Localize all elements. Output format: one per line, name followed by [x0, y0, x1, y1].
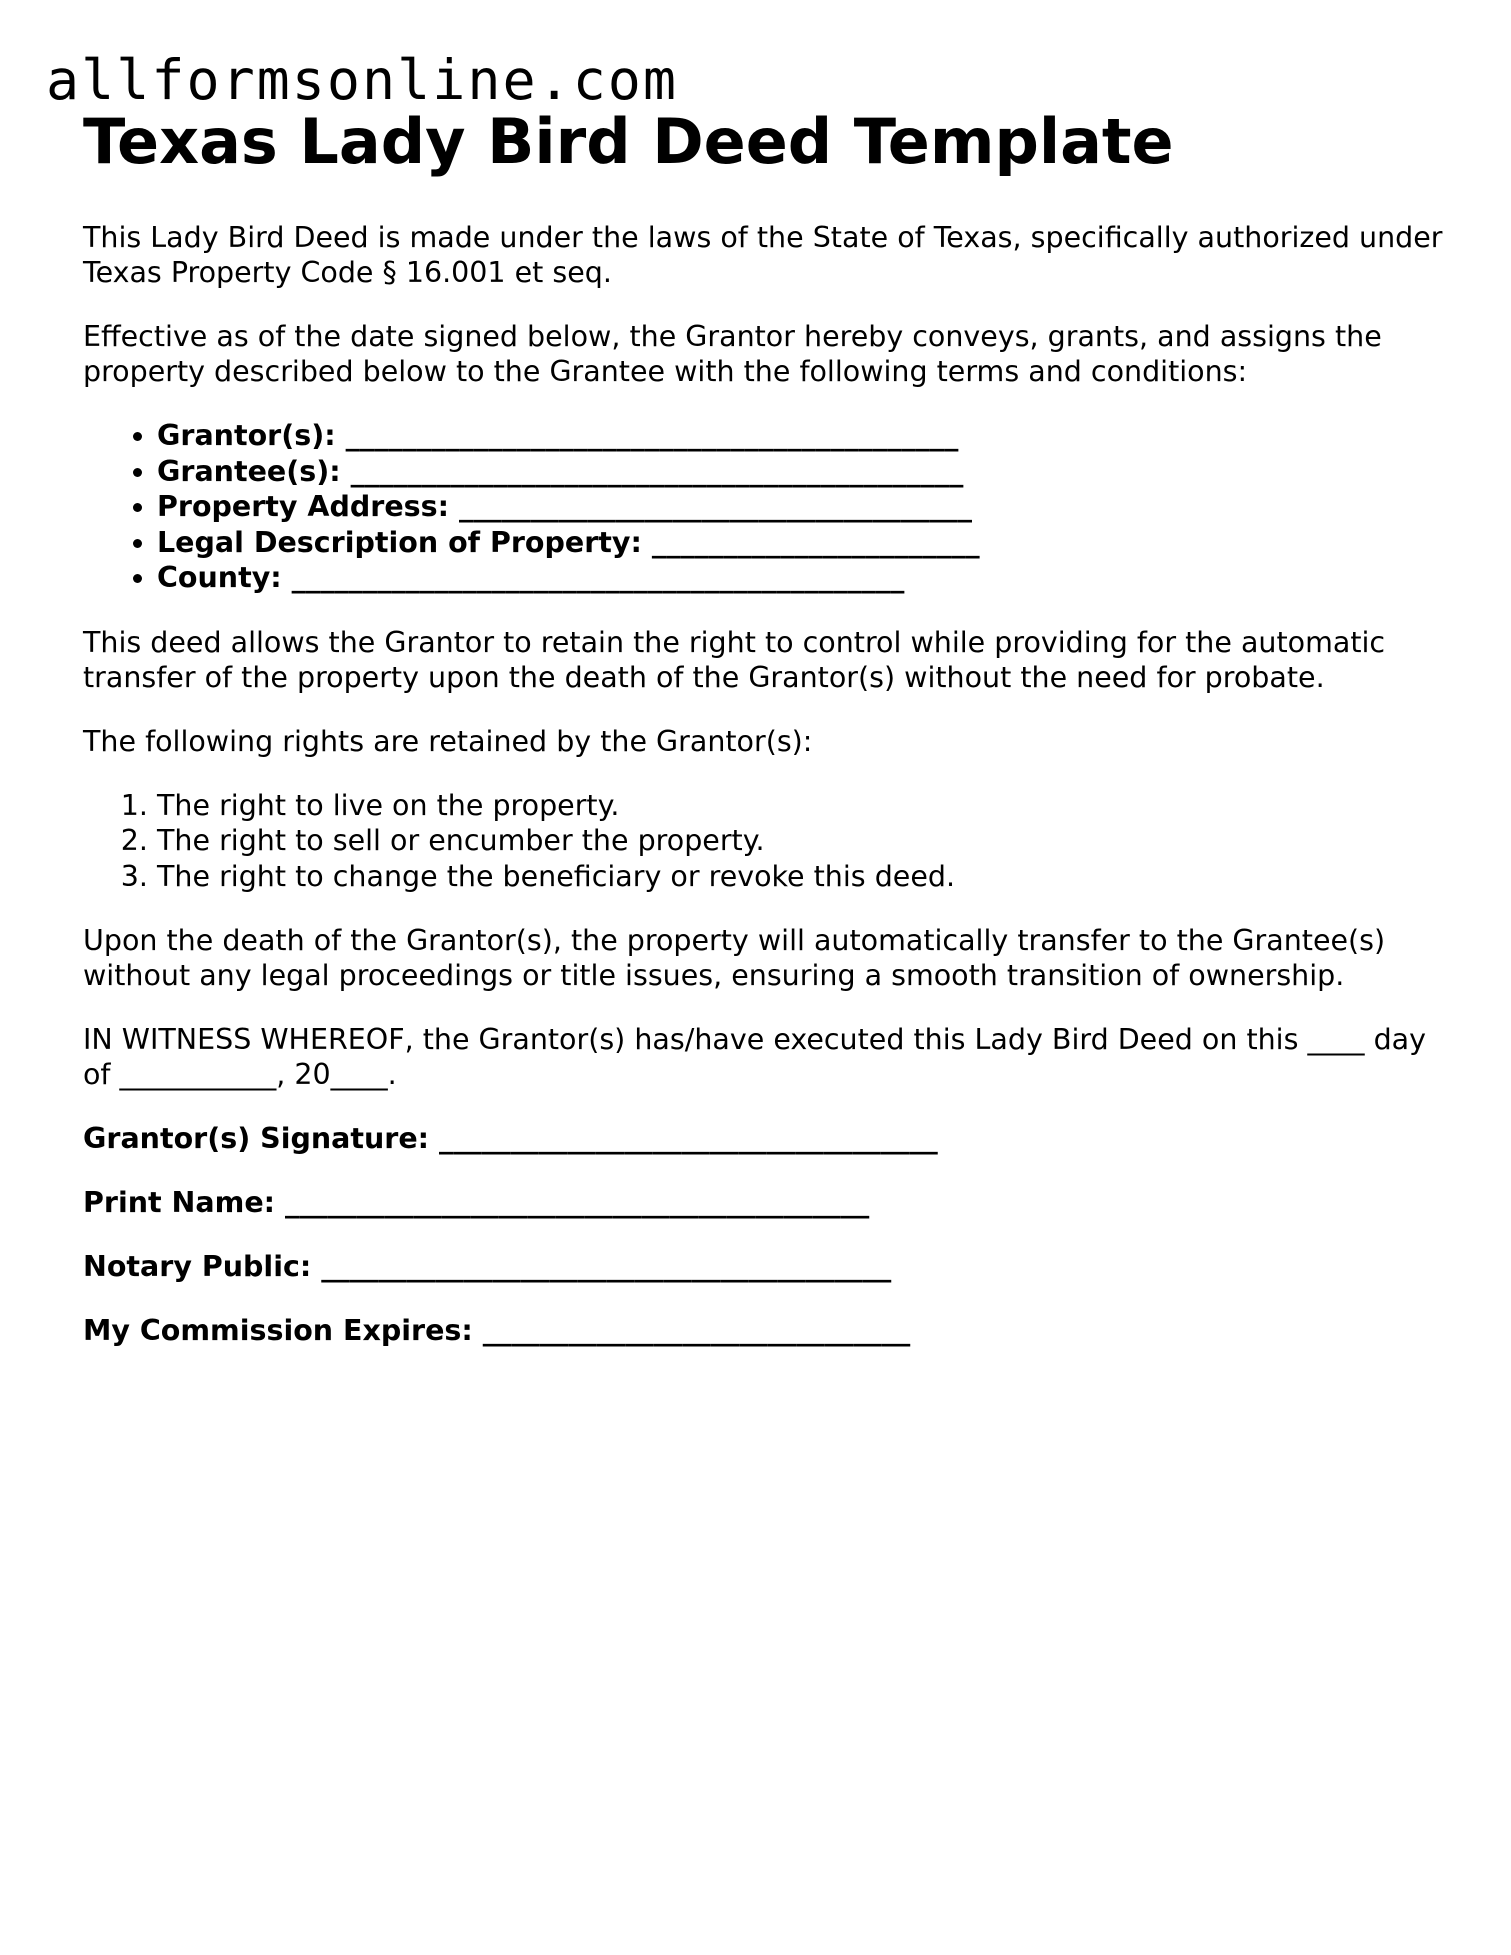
page-title: Texas Lady Bird Deed Template: [83, 105, 1174, 178]
field-blank[interactable]: _______________________: [651, 525, 980, 559]
rights-intro: The following rights are retained by the Grantor(s):: [83, 724, 813, 758]
field-county: [157, 560, 1443, 596]
signature-label: My Commission Expires:: [83, 1314, 473, 1347]
signature-blank[interactable]: _________________________________________: [285, 1186, 870, 1219]
field-label: County:: [157, 561, 282, 594]
signature-blank[interactable]: ________________________________________: [321, 1250, 892, 1283]
rights-list: [83, 788, 1443, 895]
signature-commission-expires: [83, 1313, 1443, 1348]
signature-blank[interactable]: ___________________________________: [439, 1122, 938, 1155]
signature-grantor: [83, 1121, 1443, 1156]
field-blank[interactable]: ___________________________________________: [291, 561, 905, 594]
field-grantee: [157, 454, 1443, 490]
field-label: Legal Description of Property:: [157, 525, 642, 559]
field-label: Property Address:: [157, 490, 449, 523]
field-blank[interactable]: ___________________________________________: [345, 419, 959, 452]
field-blank[interactable]: ____________________________________: [458, 490, 972, 523]
signature-notary-public: [83, 1249, 1443, 1284]
field-property-address: [157, 489, 1443, 525]
watermark: allformsonline.com: [46, 48, 679, 112]
effective-paragraph: Effective as of the date signed below, the Grantor hereby conveys, grants, and assigns the property described below to the Grantee with the following terms and conditions:: [83, 320, 1382, 388]
field-label: Grantee(s):: [157, 454, 341, 488]
control-paragraph: This deed allows the Grantor to retain the right to control while providing for the automatic transfer of the property upon the death of the Grantor(s) without the need for probate.: [83, 625, 1386, 694]
signature-blank[interactable]: ______________________________: [482, 1314, 911, 1347]
witness-paragraph: IN WITNESS WHEREOF, the Grantor(s) has/have executed this Lady Bird Deed on this ____ day of ___________, 20____.: [83, 1023, 1426, 1091]
signature-print-name: [83, 1185, 1443, 1220]
fields-list: [83, 418, 1443, 596]
transfer-paragraph: Upon the death of the Grantor(s), the property will automatically transfer to the Grantee(s) without any legal proceedings or title issues, ensuring a smooth transition of ownership.: [83, 924, 1386, 992]
field-legal-description: [157, 525, 1443, 561]
signature-label: Grantor(s) Signature:: [83, 1122, 430, 1155]
list-item: 1. The right to live on the property.: [157, 788, 1443, 824]
document: [83, 102, 1443, 1377]
list-item: 2. The right to sell or encumber the property.: [157, 823, 1443, 859]
signature-label: Print Name:: [83, 1186, 276, 1219]
field-blank[interactable]: ___________________________________________: [350, 454, 964, 488]
field-grantor: [157, 418, 1443, 454]
field-label: Grantor(s):: [157, 419, 336, 452]
list-item: 3. The right to change the beneficiary or revoke this deed.: [157, 859, 1443, 895]
intro-paragraph: This Lady Bird Deed is made under the laws of the State of Texas, specifically authorized under Texas Property Code § 16.001 et seq.: [83, 221, 1443, 289]
signature-label: Notary Public:: [83, 1250, 312, 1283]
